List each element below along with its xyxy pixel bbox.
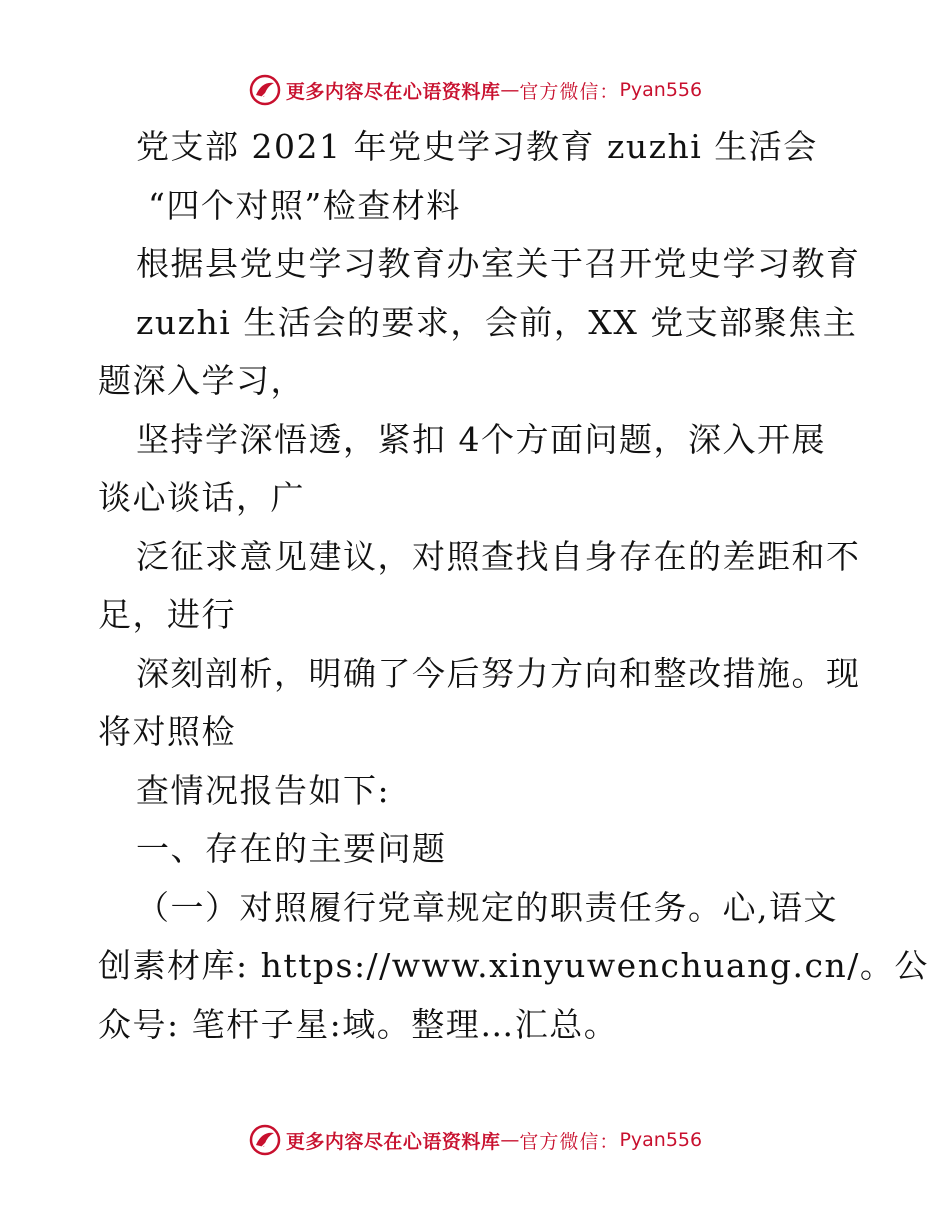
paragraph-line: 泛征求意见建议，对照查找自身存在的差距和不 xyxy=(136,536,861,576)
banner-wechat-handle: Pyan556 xyxy=(619,1129,703,1151)
paragraph-line: 坚持学深悟透，紧扣 4个方面问题，深入开展 xyxy=(136,419,826,459)
section-heading: 一、存在的主要问题 xyxy=(136,829,447,868)
banner-wechat-handle: Pyan556 xyxy=(619,79,703,101)
banner-brand-text: 更多内容尽在心语资料库 xyxy=(285,80,501,103)
paragraph-line: 根据县党史学习教育办室关于召开党史学习教育 xyxy=(136,244,861,283)
banner-brand-text: 更多内容尽在心语资料库 xyxy=(285,1130,501,1153)
footer-banner xyxy=(0,1120,950,1160)
banner-dash: — xyxy=(500,1129,520,1151)
paragraph-line: 足，进行 xyxy=(98,595,236,634)
banner-wechat-label: 官方微信： xyxy=(519,1130,620,1153)
paragraph-line: 题深入学习， xyxy=(98,361,305,400)
brand-logo-icon xyxy=(248,1123,282,1157)
paragraph-line: 谈心谈话，广 xyxy=(98,478,305,517)
paragraph-line: 查情况报告如下: xyxy=(136,770,391,810)
banner-dash: — xyxy=(500,79,520,101)
header-banner xyxy=(0,70,950,110)
paragraph-line: 深刻剖析，明确了今后努力方向和整改措施。现 xyxy=(136,653,861,693)
brand-logo-icon xyxy=(248,73,282,107)
document-title-line-1: 党支部 2021 年党史学习教育 zuzhi 生活会 xyxy=(136,127,818,166)
paragraph-line: zuzhi 生活会的要求，会前，XX 党支部聚焦主 xyxy=(136,302,858,342)
document-title-line-2: “四个对照”检查材料 xyxy=(148,185,461,225)
paragraph-line: 众号: 笔杆子星:域。整理…汇总。 xyxy=(98,1004,619,1044)
paragraph-line: 将对照检 xyxy=(98,712,236,751)
document-body xyxy=(98,118,929,1054)
paragraph-line: 创素材库: https://www.xinyuwenchuang.cn/。公 xyxy=(98,946,929,985)
banner-wechat-label: 官方微信： xyxy=(519,80,620,103)
subsection-heading: （一）对照履行党章规定的职责任务。心,语文 xyxy=(136,887,838,927)
